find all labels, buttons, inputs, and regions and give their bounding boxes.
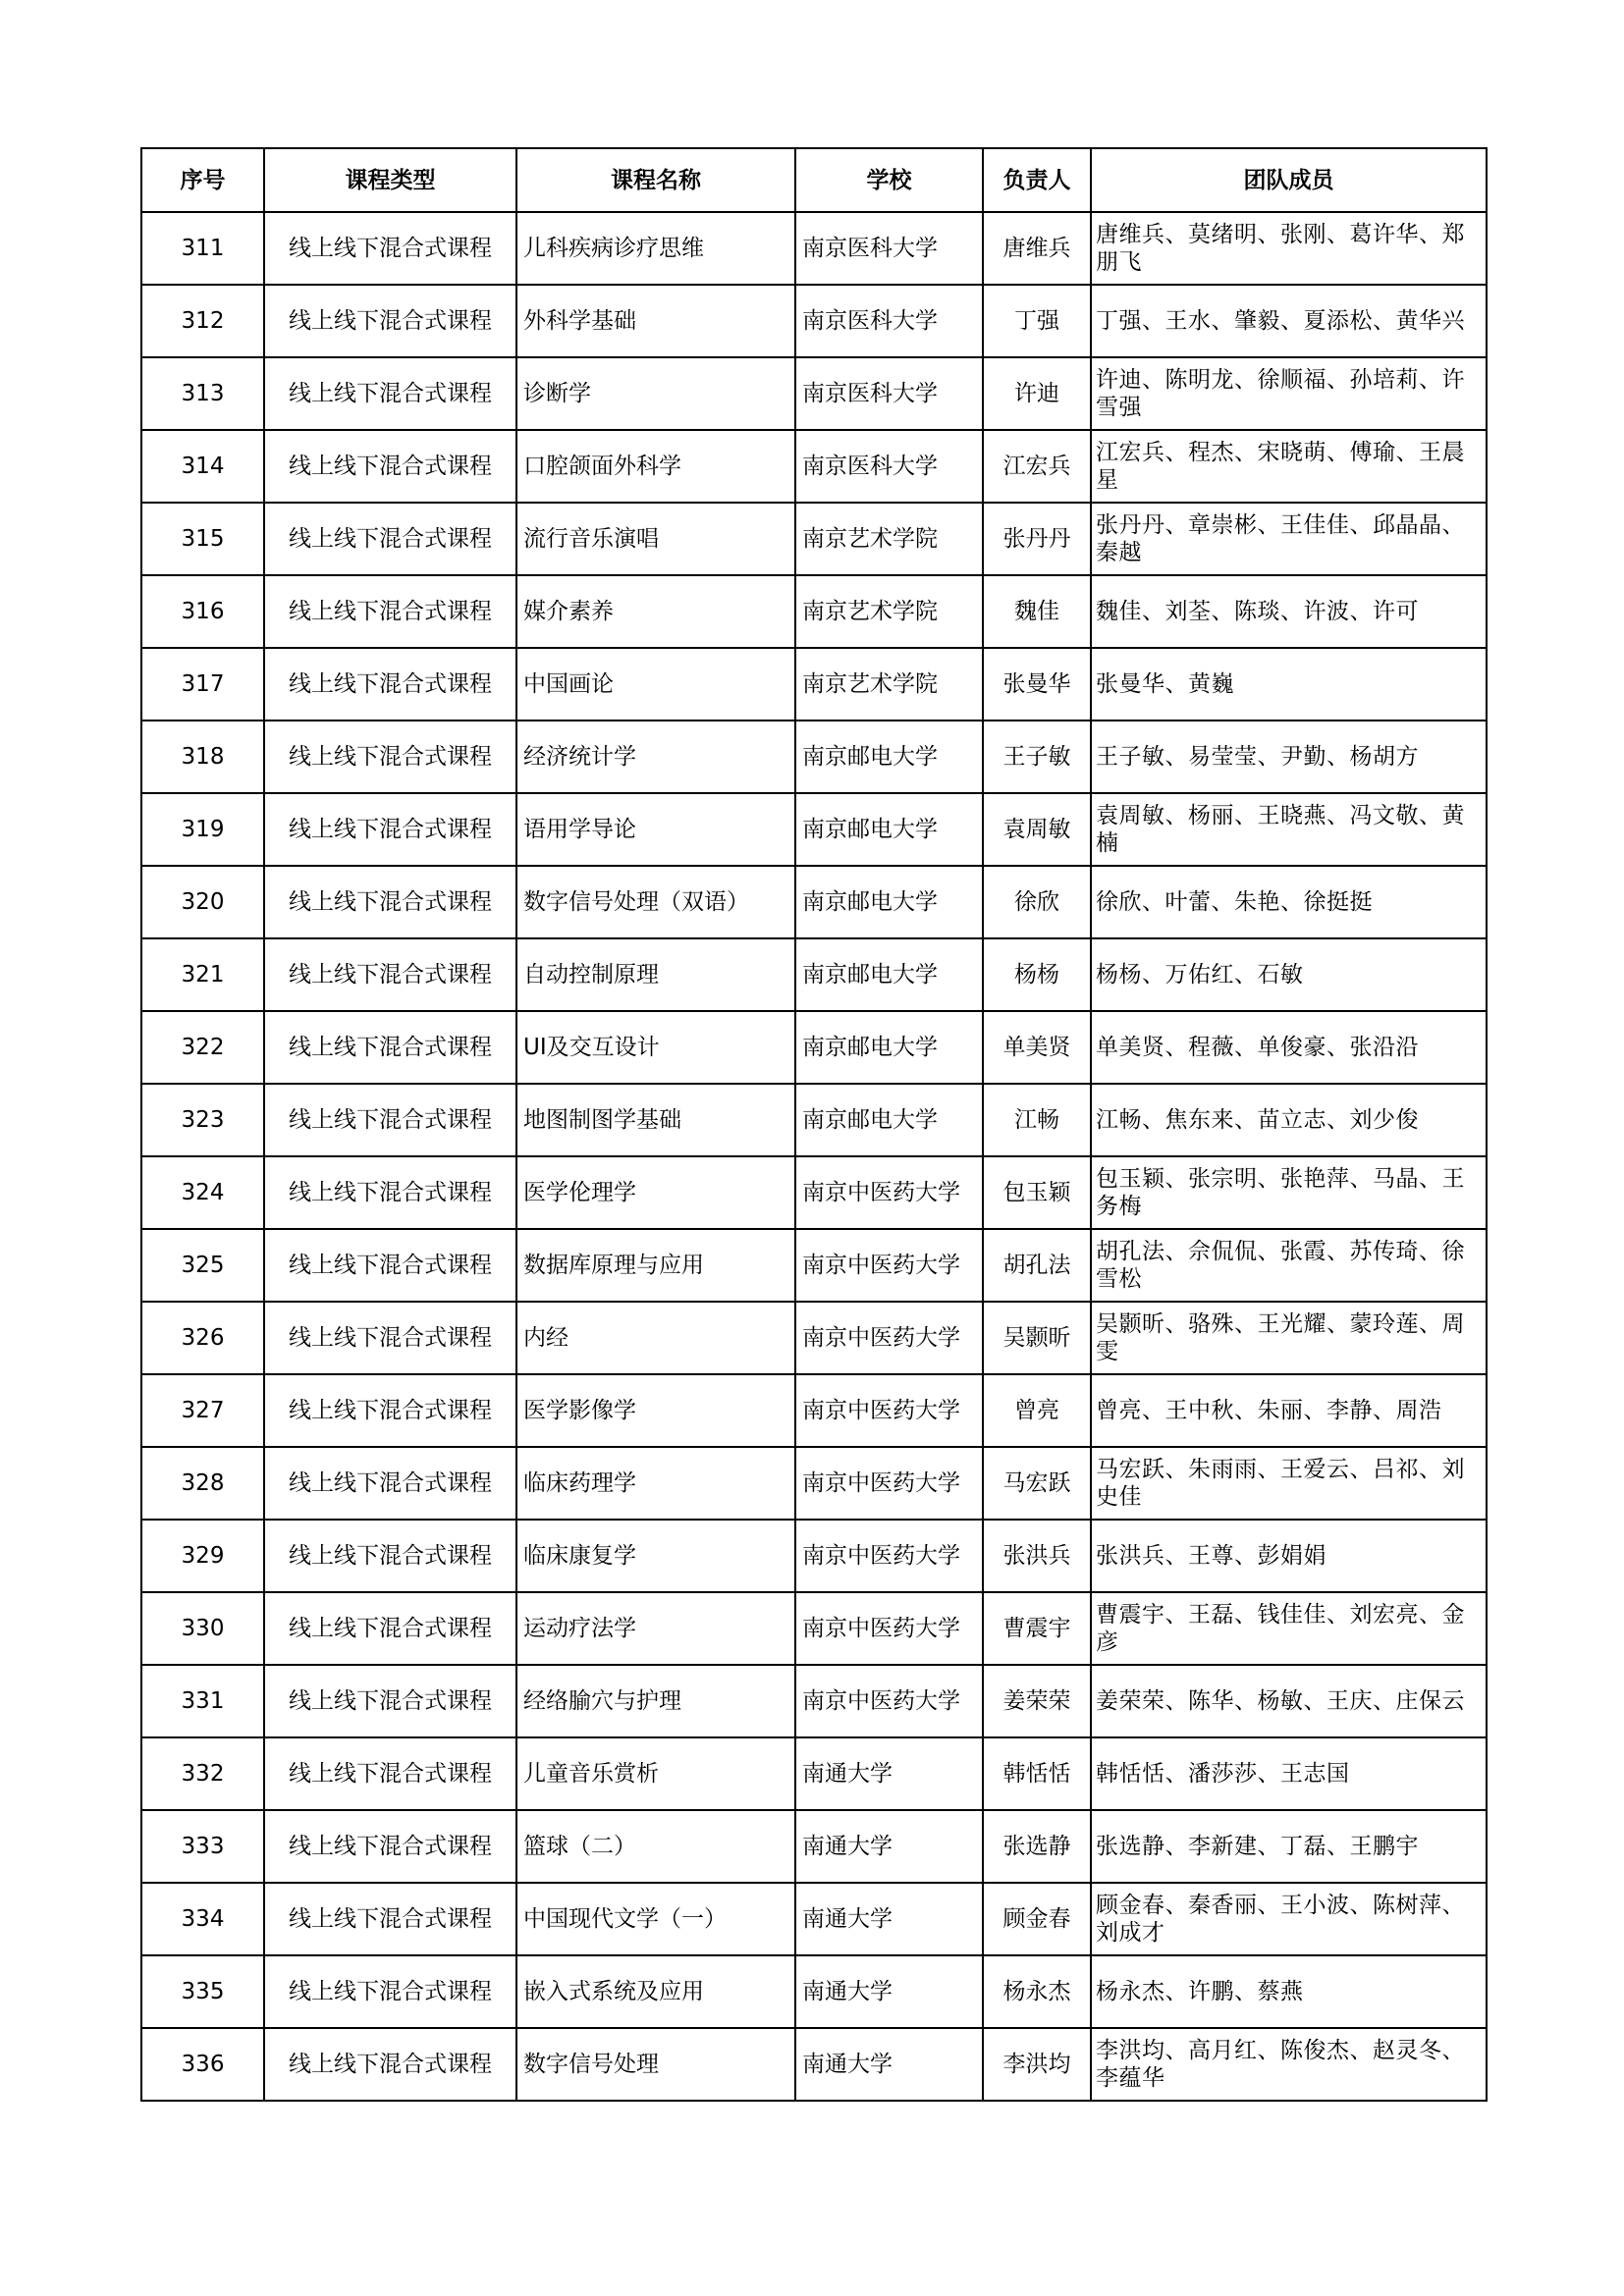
cell-school: 南京邮电大学 <box>795 938 983 1011</box>
cell-school: 南京医科大学 <box>795 357 983 430</box>
table-row <box>141 793 1487 866</box>
cell-team-members: 马宏跃、朱雨雨、王爱云、吕祁、刘史佳 <box>1091 1447 1487 1520</box>
cell-course-type: 线上线下混合式课程 <box>264 1810 516 1883</box>
header-course-type: 课程类型 <box>264 148 516 212</box>
cell-no: 322 <box>141 1011 264 1084</box>
cell-course-type: 线上线下混合式课程 <box>264 1374 516 1447</box>
table-row <box>141 938 1487 1011</box>
cell-no: 327 <box>141 1374 264 1447</box>
cell-school: 南京艺术学院 <box>795 575 983 648</box>
cell-course-type: 线上线下混合式课程 <box>264 503 516 575</box>
cell-leader: 韩恬恬 <box>983 1737 1091 1810</box>
cell-course-type: 线上线下混合式课程 <box>264 866 516 938</box>
cell-no: 317 <box>141 648 264 721</box>
cell-team-members: 江畅、焦东来、苗立志、刘少俊 <box>1091 1084 1487 1156</box>
cell-course-name: 语用学导论 <box>516 793 795 866</box>
cell-team-members: 袁周敏、杨丽、王晓燕、冯文敬、黄楠 <box>1091 793 1487 866</box>
cell-school: 南京邮电大学 <box>795 866 983 938</box>
cell-leader: 江畅 <box>983 1084 1091 1156</box>
cell-team-members: 江宏兵、程杰、宋晓萌、傅瑜、王晨星 <box>1091 430 1487 503</box>
cell-no: 321 <box>141 938 264 1011</box>
cell-course-type: 线上线下混合式课程 <box>264 575 516 648</box>
cell-leader: 包玉颖 <box>983 1156 1091 1229</box>
cell-team-members: 张丹丹、章崇彬、王佳佳、邱晶晶、秦越 <box>1091 503 1487 575</box>
cell-leader: 张选静 <box>983 1810 1091 1883</box>
cell-no: 334 <box>141 1883 264 1955</box>
cell-school: 南通大学 <box>795 1810 983 1883</box>
cell-team-members: 顾金春、秦香丽、王小波、陈树萍、刘成才 <box>1091 1883 1487 1955</box>
cell-no: 325 <box>141 1229 264 1302</box>
table-row <box>141 1084 1487 1156</box>
cell-course-name: 运动疗法学 <box>516 1592 795 1665</box>
cell-course-type: 线上线下混合式课程 <box>264 1665 516 1737</box>
cell-school: 南京中医药大学 <box>795 1665 983 1737</box>
table-row <box>141 866 1487 938</box>
cell-team-members: 张选静、李新建、丁磊、王鹏宇 <box>1091 1810 1487 1883</box>
cell-no: 312 <box>141 285 264 357</box>
cell-school: 南京医科大学 <box>795 212 983 285</box>
cell-course-name: 篮球（二） <box>516 1810 795 1883</box>
cell-no: 329 <box>141 1520 264 1592</box>
cell-course-type: 线上线下混合式课程 <box>264 430 516 503</box>
cell-leader: 魏佳 <box>983 575 1091 648</box>
cell-school: 南京邮电大学 <box>795 1011 983 1084</box>
cell-school: 南京医科大学 <box>795 430 983 503</box>
cell-school: 南通大学 <box>795 2028 983 2101</box>
table-row <box>141 1665 1487 1737</box>
cell-school: 南京中医药大学 <box>795 1156 983 1229</box>
table-row <box>141 2028 1487 2101</box>
cell-course-name: 外科学基础 <box>516 285 795 357</box>
table-row <box>141 1520 1487 1592</box>
cell-course-name: 临床药理学 <box>516 1447 795 1520</box>
cell-leader: 江宏兵 <box>983 430 1091 503</box>
header-course-name: 课程名称 <box>516 148 795 212</box>
cell-school: 南京邮电大学 <box>795 793 983 866</box>
cell-course-name: 临床康复学 <box>516 1520 795 1592</box>
cell-course-type: 线上线下混合式课程 <box>264 1447 516 1520</box>
cell-course-name: 医学影像学 <box>516 1374 795 1447</box>
cell-no: 326 <box>141 1302 264 1374</box>
cell-no: 331 <box>141 1665 264 1737</box>
cell-course-type: 线上线下混合式课程 <box>264 648 516 721</box>
cell-course-type: 线上线下混合式课程 <box>264 1229 516 1302</box>
cell-team-members: 徐欣、叶蕾、朱艳、徐挺挺 <box>1091 866 1487 938</box>
cell-no: 330 <box>141 1592 264 1665</box>
table-row <box>141 1955 1487 2028</box>
cell-course-type: 线上线下混合式课程 <box>264 285 516 357</box>
cell-course-name: 口腔颌面外科学 <box>516 430 795 503</box>
cell-course-type: 线上线下混合式课程 <box>264 1955 516 2028</box>
cell-team-members: 魏佳、刘荃、陈琰、许波、许可 <box>1091 575 1487 648</box>
cell-course-type: 线上线下混合式课程 <box>264 1302 516 1374</box>
table-row <box>141 721 1487 793</box>
cell-leader: 李洪均 <box>983 2028 1091 2101</box>
cell-course-name: UI及交互设计 <box>516 1011 795 1084</box>
table-row <box>141 1229 1487 1302</box>
cell-course-name: 数据库原理与应用 <box>516 1229 795 1302</box>
course-table <box>140 147 1488 2102</box>
cell-team-members: 包玉颖、张宗明、张艳萍、马晶、王务梅 <box>1091 1156 1487 1229</box>
table-row <box>141 1592 1487 1665</box>
cell-course-name: 医学伦理学 <box>516 1156 795 1229</box>
cell-school: 南京中医药大学 <box>795 1374 983 1447</box>
cell-team-members: 单美贤、程薇、单俊豪、张沿沿 <box>1091 1011 1487 1084</box>
cell-team-members: 胡孔法、佘侃侃、张霞、苏传琦、徐雪松 <box>1091 1229 1487 1302</box>
cell-team-members: 曹震宇、王磊、钱佳佳、刘宏亮、金彦 <box>1091 1592 1487 1665</box>
table-row <box>141 1374 1487 1447</box>
cell-course-type: 线上线下混合式课程 <box>264 1011 516 1084</box>
table-row <box>141 1011 1487 1084</box>
cell-course-name: 数字信号处理 <box>516 2028 795 2101</box>
cell-no: 319 <box>141 793 264 866</box>
cell-leader: 胡孔法 <box>983 1229 1091 1302</box>
cell-course-name: 儿童音乐赏析 <box>516 1737 795 1810</box>
cell-course-name: 媒介素养 <box>516 575 795 648</box>
cell-no: 336 <box>141 2028 264 2101</box>
cell-course-type: 线上线下混合式课程 <box>264 1084 516 1156</box>
cell-course-type: 线上线下混合式课程 <box>264 212 516 285</box>
cell-leader: 袁周敏 <box>983 793 1091 866</box>
table-body <box>141 212 1487 2101</box>
cell-leader: 张丹丹 <box>983 503 1091 575</box>
cell-school: 南通大学 <box>795 1955 983 2028</box>
cell-course-name: 数字信号处理（双语） <box>516 866 795 938</box>
cell-leader: 曹震宇 <box>983 1592 1091 1665</box>
cell-team-members: 杨杨、万佑红、石敏 <box>1091 938 1487 1011</box>
cell-team-members: 许迪、陈明龙、徐顺福、孙培莉、许雪强 <box>1091 357 1487 430</box>
cell-leader: 徐欣 <box>983 866 1091 938</box>
cell-leader: 王子敏 <box>983 721 1091 793</box>
cell-school: 南京邮电大学 <box>795 721 983 793</box>
cell-course-name: 流行音乐演唱 <box>516 503 795 575</box>
cell-leader: 姜荣荣 <box>983 1665 1091 1737</box>
cell-course-type: 线上线下混合式课程 <box>264 1737 516 1810</box>
cell-course-name: 诊断学 <box>516 357 795 430</box>
cell-course-type: 线上线下混合式课程 <box>264 721 516 793</box>
cell-leader: 顾金春 <box>983 1883 1091 1955</box>
cell-leader: 曾亮 <box>983 1374 1091 1447</box>
cell-course-name: 经络腧穴与护理 <box>516 1665 795 1737</box>
cell-team-members: 王子敏、易莹莹、尹勤、杨胡方 <box>1091 721 1487 793</box>
table-row <box>141 1447 1487 1520</box>
cell-team-members: 曾亮、王中秋、朱丽、李静、周浩 <box>1091 1374 1487 1447</box>
cell-team-members: 杨永杰、许鹏、蔡燕 <box>1091 1955 1487 2028</box>
cell-leader: 杨永杰 <box>983 1955 1091 2028</box>
table-row <box>141 648 1487 721</box>
cell-course-name: 内经 <box>516 1302 795 1374</box>
table-header-row <box>141 148 1487 212</box>
cell-no: 328 <box>141 1447 264 1520</box>
cell-course-type: 线上线下混合式课程 <box>264 2028 516 2101</box>
cell-no: 323 <box>141 1084 264 1156</box>
cell-school: 南京邮电大学 <box>795 1084 983 1156</box>
cell-course-name: 经济统计学 <box>516 721 795 793</box>
table-row <box>141 357 1487 430</box>
cell-leader: 杨杨 <box>983 938 1091 1011</box>
cell-no: 320 <box>141 866 264 938</box>
cell-school: 南京艺术学院 <box>795 503 983 575</box>
header-team-members: 团队成员 <box>1091 148 1487 212</box>
table-row <box>141 1883 1487 1955</box>
cell-no: 314 <box>141 430 264 503</box>
cell-team-members: 唐维兵、莫绪明、张刚、葛许华、郑朋飞 <box>1091 212 1487 285</box>
cell-team-members: 李洪均、高月红、陈俊杰、赵灵冬、李蕴华 <box>1091 2028 1487 2101</box>
cell-school: 南通大学 <box>795 1883 983 1955</box>
cell-course-type: 线上线下混合式课程 <box>264 938 516 1011</box>
cell-leader: 许迪 <box>983 357 1091 430</box>
cell-team-members: 韩恬恬、潘莎莎、王志国 <box>1091 1737 1487 1810</box>
cell-school: 南京中医药大学 <box>795 1229 983 1302</box>
cell-course-name: 地图制图学基础 <box>516 1084 795 1156</box>
cell-no: 315 <box>141 503 264 575</box>
cell-school: 南京中医药大学 <box>795 1302 983 1374</box>
cell-course-type: 线上线下混合式课程 <box>264 793 516 866</box>
cell-school: 南京医科大学 <box>795 285 983 357</box>
cell-team-members: 吴颢昕、骆殊、王光耀、蒙玲莲、周雯 <box>1091 1302 1487 1374</box>
cell-school: 南京中医药大学 <box>795 1592 983 1665</box>
cell-course-type: 线上线下混合式课程 <box>264 1883 516 1955</box>
header-leader: 负责人 <box>983 148 1091 212</box>
cell-no: 313 <box>141 357 264 430</box>
cell-leader: 单美贤 <box>983 1011 1091 1084</box>
cell-leader: 吴颢昕 <box>983 1302 1091 1374</box>
table-row <box>141 430 1487 503</box>
cell-course-name: 嵌入式系统及应用 <box>516 1955 795 2028</box>
cell-team-members: 姜荣荣、陈华、杨敏、王庆、庄保云 <box>1091 1665 1487 1737</box>
table-row <box>141 503 1487 575</box>
cell-no: 324 <box>141 1156 264 1229</box>
cell-school: 南京中医药大学 <box>795 1447 983 1520</box>
cell-team-members: 丁强、王水、肇毅、夏添松、黄华兴 <box>1091 285 1487 357</box>
table-row <box>141 1302 1487 1374</box>
cell-leader: 丁强 <box>983 285 1091 357</box>
table-row <box>141 212 1487 285</box>
header-no: 序号 <box>141 148 264 212</box>
table-row <box>141 285 1487 357</box>
table-row <box>141 1156 1487 1229</box>
cell-course-type: 线上线下混合式课程 <box>264 357 516 430</box>
cell-leader: 唐维兵 <box>983 212 1091 285</box>
header-school: 学校 <box>795 148 983 212</box>
cell-team-members: 张曼华、黄巍 <box>1091 648 1487 721</box>
cell-no: 318 <box>141 721 264 793</box>
cell-course-name: 中国画论 <box>516 648 795 721</box>
cell-no: 316 <box>141 575 264 648</box>
cell-no: 333 <box>141 1810 264 1883</box>
cell-course-type: 线上线下混合式课程 <box>264 1156 516 1229</box>
table-row <box>141 575 1487 648</box>
cell-course-name: 自动控制原理 <box>516 938 795 1011</box>
cell-no: 335 <box>141 1955 264 2028</box>
cell-team-members: 张洪兵、王尊、彭娟娟 <box>1091 1520 1487 1592</box>
table-row <box>141 1737 1487 1810</box>
cell-school: 南京艺术学院 <box>795 648 983 721</box>
cell-no: 311 <box>141 212 264 285</box>
cell-leader: 张曼华 <box>983 648 1091 721</box>
cell-school: 南通大学 <box>795 1737 983 1810</box>
cell-course-name: 儿科疾病诊疗思维 <box>516 212 795 285</box>
cell-leader: 张洪兵 <box>983 1520 1091 1592</box>
table-row <box>141 1810 1487 1883</box>
cell-course-type: 线上线下混合式课程 <box>264 1592 516 1665</box>
cell-course-name: 中国现代文学（一） <box>516 1883 795 1955</box>
cell-no: 332 <box>141 1737 264 1810</box>
cell-leader: 马宏跃 <box>983 1447 1091 1520</box>
cell-course-type: 线上线下混合式课程 <box>264 1520 516 1592</box>
cell-school: 南京中医药大学 <box>795 1520 983 1592</box>
